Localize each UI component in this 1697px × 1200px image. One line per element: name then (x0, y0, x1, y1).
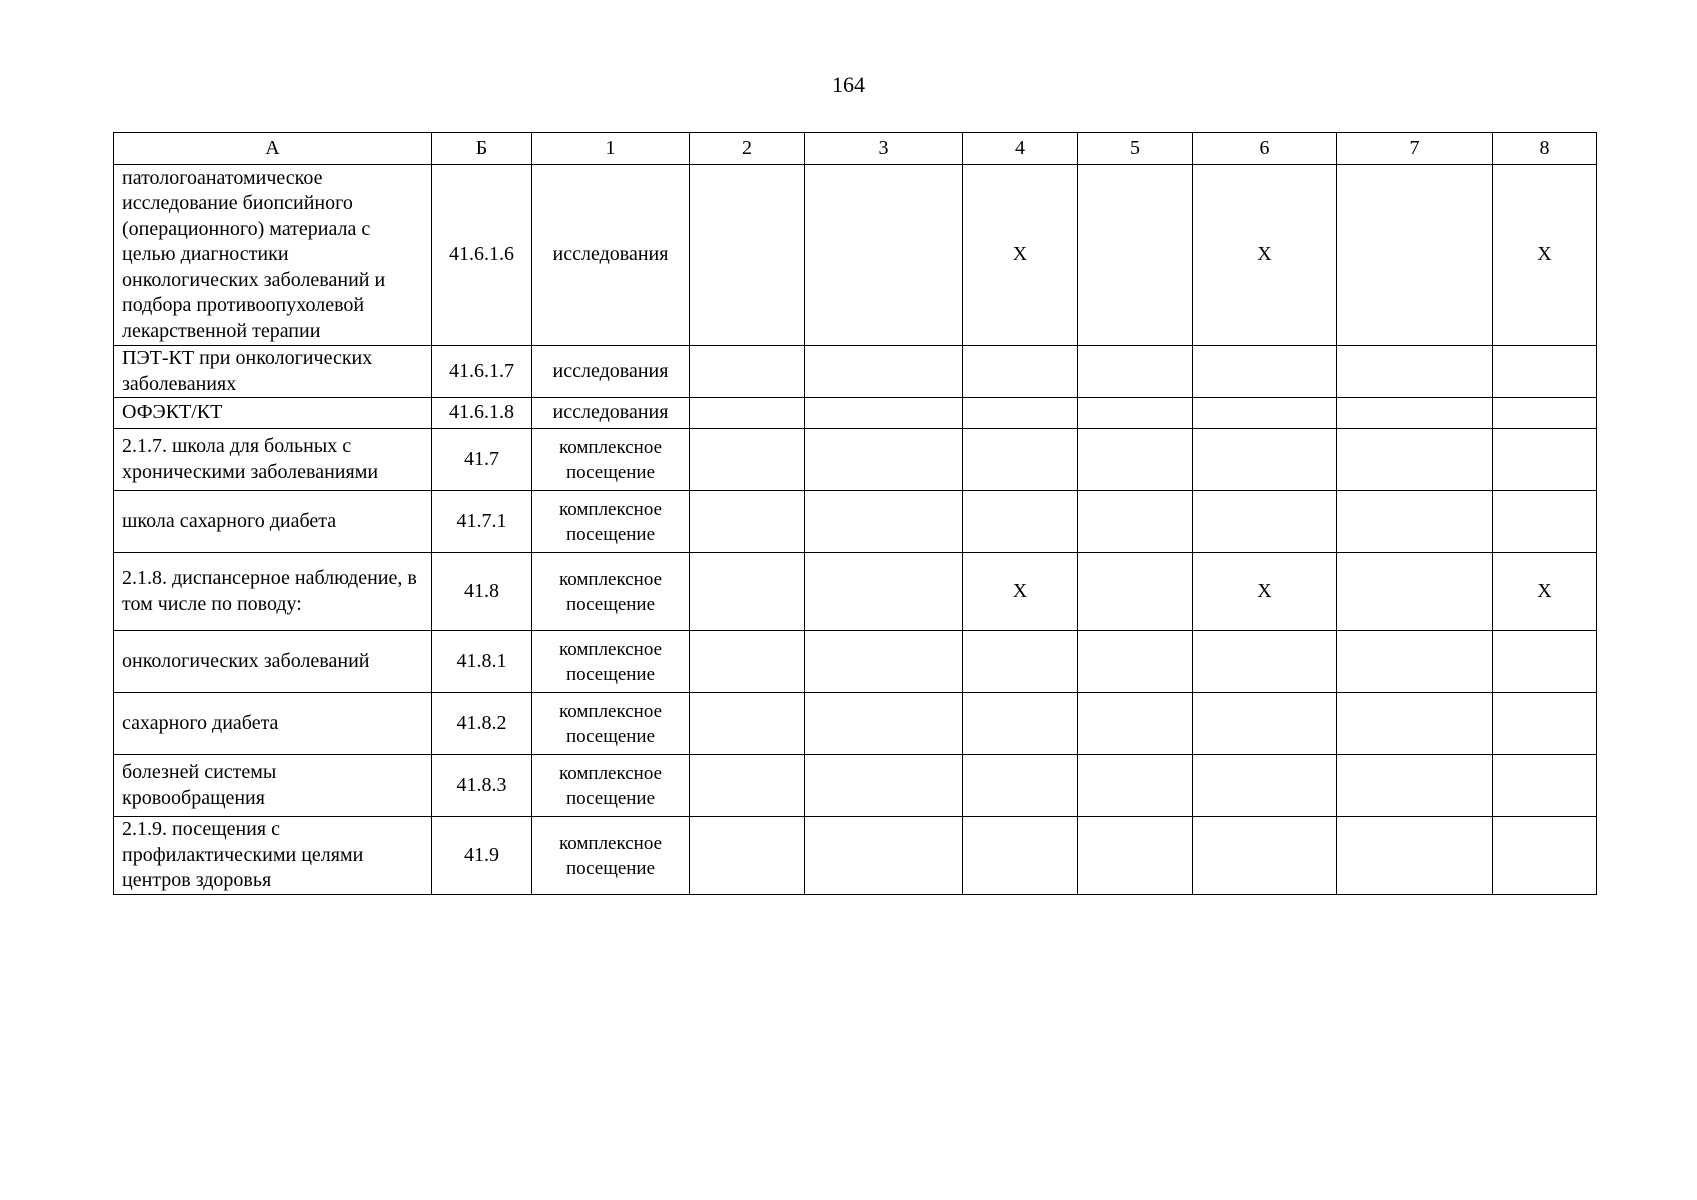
row-value-cell-5 (1078, 693, 1193, 755)
header-cell-1: 1 (532, 133, 690, 165)
table-row (114, 398, 1597, 429)
table-row (114, 693, 1597, 755)
row-value-cell-7 (1337, 346, 1493, 398)
row-name-cell: 2.1.8. диспансерное наблюдение, в том числе по поводу: (114, 553, 432, 631)
row-value-cell-3 (805, 693, 963, 755)
table-row (114, 165, 1597, 346)
row-code-cell: 41.8 (432, 553, 532, 631)
row-value-cell-7 (1337, 553, 1493, 631)
table-header (114, 133, 1597, 165)
row-value-cell-3 (805, 398, 963, 429)
row-value-cell-2 (690, 553, 805, 631)
row-unit-cell: комплексное посещение (532, 755, 690, 817)
row-value-cell-3 (805, 346, 963, 398)
row-code-cell: 41.6.1.6 (432, 165, 532, 346)
table-row (114, 817, 1597, 895)
row-name-cell: школа сахарного диабета (114, 491, 432, 553)
row-value-cell-4: X (963, 165, 1078, 346)
row-value-cell-2 (690, 346, 805, 398)
row-value-cell-5 (1078, 817, 1193, 895)
row-value-cell-6 (1193, 755, 1337, 817)
row-unit-cell: исследования (532, 165, 690, 346)
row-unit-cell: комплексное посещение (532, 631, 690, 693)
row-value-cell-4 (963, 631, 1078, 693)
row-name-cell: ПЭТ-КТ при онкологических заболеваниях (114, 346, 432, 398)
row-value-cell-4: X (963, 553, 1078, 631)
row-value-cell-6: X (1193, 165, 1337, 346)
header-cell-a: А (114, 133, 432, 165)
row-value-cell-5 (1078, 398, 1193, 429)
table-row (114, 755, 1597, 817)
row-value-cell-7 (1337, 817, 1493, 895)
row-unit-cell: комплексное посещение (532, 553, 690, 631)
row-name-cell: онкологических заболеваний (114, 631, 432, 693)
row-code-cell: 41.6.1.7 (432, 346, 532, 398)
row-value-cell-8: X (1493, 165, 1597, 346)
header-cell-5: 5 (1078, 133, 1193, 165)
row-value-cell-8 (1493, 491, 1597, 553)
row-value-cell-2 (690, 631, 805, 693)
row-unit-cell: комплексное посещение (532, 817, 690, 895)
row-value-cell-5 (1078, 491, 1193, 553)
header-cell-3: 3 (805, 133, 963, 165)
row-value-cell-2 (690, 491, 805, 553)
row-value-cell-6 (1193, 817, 1337, 895)
table-row (114, 491, 1597, 553)
row-value-cell-7 (1337, 398, 1493, 429)
row-value-cell-5 (1078, 755, 1193, 817)
row-value-cell-8 (1493, 693, 1597, 755)
row-code-cell: 41.7.1 (432, 491, 532, 553)
row-value-cell-5 (1078, 165, 1193, 346)
row-name-cell: сахарного диабета (114, 693, 432, 755)
row-value-cell-6 (1193, 429, 1337, 491)
header-cell-6: 6 (1193, 133, 1337, 165)
header-cell-2: 2 (690, 133, 805, 165)
row-value-cell-5 (1078, 346, 1193, 398)
row-value-cell-3 (805, 631, 963, 693)
row-code-cell: 41.8.2 (432, 693, 532, 755)
header-cell-4: 4 (963, 133, 1078, 165)
row-value-cell-8 (1493, 346, 1597, 398)
row-value-cell-4 (963, 755, 1078, 817)
row-value-cell-2 (690, 398, 805, 429)
row-value-cell-7 (1337, 755, 1493, 817)
row-unit-cell: комплексное посещение (532, 429, 690, 491)
table-row (114, 346, 1597, 398)
row-value-cell-4 (963, 693, 1078, 755)
row-value-cell-5 (1078, 553, 1193, 631)
header-cell-7: 7 (1337, 133, 1493, 165)
row-value-cell-3 (805, 165, 963, 346)
row-value-cell-4 (963, 491, 1078, 553)
row-value-cell-6 (1193, 398, 1337, 429)
row-value-cell-4 (963, 429, 1078, 491)
row-value-cell-2 (690, 817, 805, 895)
row-name-cell: патологоанатомическое исследование биопсийного (операционного) материала с целью диагностики онкологических заболеваний и подбора противоопухолевой лекарственной терапии (114, 165, 432, 346)
row-code-cell: 41.9 (432, 817, 532, 895)
row-unit-cell: исследования (532, 346, 690, 398)
row-value-cell-8 (1493, 398, 1597, 429)
row-code-cell: 41.8.1 (432, 631, 532, 693)
row-value-cell-8 (1493, 631, 1597, 693)
row-value-cell-3 (805, 755, 963, 817)
row-value-cell-6: X (1193, 553, 1337, 631)
row-name-cell: ОФЭКТ/КТ (114, 398, 432, 429)
row-code-cell: 41.7 (432, 429, 532, 491)
row-value-cell-6 (1193, 631, 1337, 693)
row-value-cell-3 (805, 429, 963, 491)
row-value-cell-3 (805, 491, 963, 553)
row-value-cell-5 (1078, 631, 1193, 693)
table-row (114, 553, 1597, 631)
row-value-cell-7 (1337, 631, 1493, 693)
page-number: 164 (832, 72, 865, 97)
row-value-cell-8 (1493, 817, 1597, 895)
row-value-cell-6 (1193, 693, 1337, 755)
table-row (114, 429, 1597, 491)
row-value-cell-2 (690, 429, 805, 491)
row-value-cell-8 (1493, 429, 1597, 491)
row-value-cell-4 (963, 346, 1078, 398)
table-row (114, 631, 1597, 693)
row-value-cell-5 (1078, 429, 1193, 491)
row-value-cell-3 (805, 553, 963, 631)
header-row (114, 133, 1597, 165)
table-body (114, 165, 1597, 895)
row-value-cell-6 (1193, 491, 1337, 553)
row-value-cell-7 (1337, 165, 1493, 346)
row-value-cell-2 (690, 755, 805, 817)
row-value-cell-7 (1337, 429, 1493, 491)
row-value-cell-8: X (1493, 553, 1597, 631)
row-unit-cell: исследования (532, 398, 690, 429)
row-value-cell-3 (805, 817, 963, 895)
header-cell-b: Б (432, 133, 532, 165)
row-value-cell-6 (1193, 346, 1337, 398)
header-cell-8: 8 (1493, 133, 1597, 165)
row-value-cell-2 (690, 693, 805, 755)
row-name-cell: болезней системы кровообращения (114, 755, 432, 817)
row-name-cell: 2.1.9. посещения с профилактическими целями центров здоровья (114, 817, 432, 895)
row-value-cell-8 (1493, 755, 1597, 817)
row-value-cell-2 (690, 165, 805, 346)
row-unit-cell: комплексное посещение (532, 693, 690, 755)
row-value-cell-4 (963, 398, 1078, 429)
row-name-cell: 2.1.7. школа для больных с хроническими заболеваниями (114, 429, 432, 491)
row-code-cell: 41.8.3 (432, 755, 532, 817)
row-value-cell-4 (963, 817, 1078, 895)
row-unit-cell: комплексное посещение (532, 491, 690, 553)
row-value-cell-7 (1337, 693, 1493, 755)
report-table (113, 132, 1597, 895)
row-code-cell: 41.6.1.8 (432, 398, 532, 429)
row-value-cell-7 (1337, 491, 1493, 553)
